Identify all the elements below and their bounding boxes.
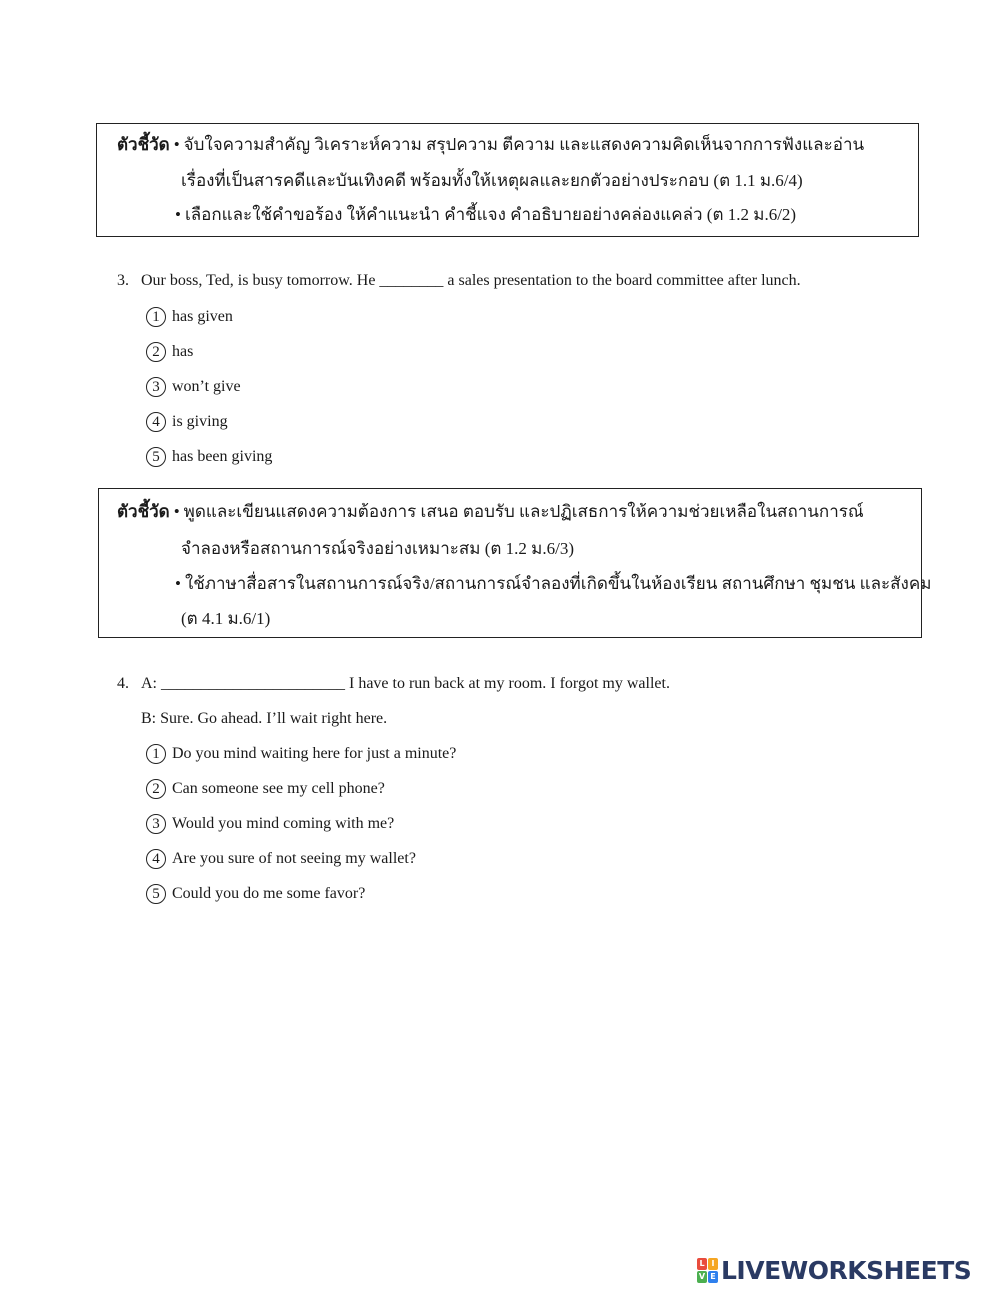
- option-number-circle: 1: [146, 307, 166, 327]
- indicator-box-2: [98, 488, 932, 638]
- question-4: [117, 676, 670, 692]
- option-text: Can someone see my cell phone?: [172, 780, 385, 797]
- option-number-circle: 3: [146, 377, 166, 397]
- indicator-label: ตัวชี้วัด: [117, 135, 170, 154]
- q3-option-4[interactable]: [146, 410, 228, 434]
- question-text: Our boss, Ted, is busy tomorrow. He ________ a sales presentation to the board committee after lunch.: [141, 272, 801, 289]
- question-3: [117, 273, 801, 289]
- indicator-line: [181, 540, 574, 557]
- indicator-text: พูดและเขียนแสดงความต้องการ เสนอ ตอบรับ และปฏิเสธการให้ความช่วยเหลือในสถานการณ์: [183, 502, 864, 521]
- indicator-line: [181, 610, 270, 627]
- logo-mark-letter: L: [697, 1258, 707, 1270]
- option-text: has given: [172, 308, 233, 325]
- indicator-text: (ต 4.1 ม.6/1): [181, 609, 271, 628]
- indicator-line: ตัวชี้วัด • พูดและเขียนแสดงความต้องการ เสนอ ตอบรับ และปฏิเสธการให้ความช่วยเหลือในสถานการณ์: [117, 502, 864, 521]
- question-number: 4.: [117, 675, 129, 692]
- logo-mark-icon: [697, 1258, 718, 1283]
- option-text: is giving: [172, 413, 228, 430]
- logo-mark-letter: V: [698, 1271, 706, 1281]
- option-text: Are you sure of not seeing my wallet?: [172, 850, 416, 867]
- q4-option-3[interactable]: [146, 812, 394, 836]
- indicator-line: • เลือกและใช้คำขอร้อง ให้คำแนะนำ คำชี้แจง คำอธิบายอย่างคล่องแคล่ว (ต 1.2 ม.6/2): [175, 205, 797, 224]
- indicator-line: [181, 172, 803, 189]
- q4-option-1[interactable]: [146, 742, 456, 766]
- option-number-circle: 5: [146, 447, 166, 467]
- liveworksheets-logo[interactable]: [697, 1256, 971, 1284]
- q3-option-1[interactable]: [146, 305, 233, 329]
- indicator-label: ตัวชี้วัด: [117, 502, 170, 521]
- option-number-circle: 4: [146, 412, 166, 432]
- option-text: Do you mind waiting here for just a minute?: [172, 745, 457, 762]
- option-text: has been giving: [172, 448, 273, 465]
- indicator-text: ใช้ภาษาสื่อสารในสถานการณ์จริง/สถานการณ์จำลองที่เกิดขึ้นในห้องเรียน สถานศึกษา ชุมชน และสังคม: [184, 574, 932, 593]
- indicator-text: เลือกและใช้คำขอร้อง ให้คำแนะนำ คำชี้แจง คำอธิบายอย่างคล่องแคล่ว (ต 1.2 ม.6/2): [184, 205, 797, 224]
- indicator-text: จำลองหรือสถานการณ์จริงอย่างเหมาะสม (ต 1.2 ม.6/3): [181, 539, 574, 558]
- q4-option-5[interactable]: [146, 882, 365, 906]
- q4-option-4[interactable]: [146, 847, 416, 871]
- q3-option-2[interactable]: [146, 340, 193, 364]
- indicator-text: จับใจความสำคัญ วิเคราะห์ความ สรุปความ ตีความ และแสดงความคิดเห็นจากการฟังและอ่าน: [183, 135, 865, 154]
- question-number: 3.: [117, 272, 129, 289]
- option-number-circle: 4: [146, 849, 166, 869]
- q4-option-2[interactable]: [146, 777, 385, 801]
- indicator-text: เรื่องที่เป็นสารคดีและบันเทิงคดี พร้อมทั้งให้เหตุผลและยกตัวอย่างประกอบ (ต 1.1 ม.6/4): [181, 171, 803, 190]
- indicator-line: • ใช้ภาษาสื่อสารในสถานการณ์จริง/สถานการณ์จำลองที่เกิดขึ้นในห้องเรียน สถานศึกษา ชุมชน และสังคม: [175, 574, 932, 593]
- indicator-box-1: [96, 123, 919, 237]
- option-number-circle: 2: [146, 779, 166, 799]
- question-4-line-b: [141, 711, 387, 727]
- q3-option-3[interactable]: [146, 375, 241, 399]
- option-number-circle: 2: [146, 342, 166, 362]
- option-text: Could you do me some favor?: [172, 885, 366, 902]
- option-text: Would you mind coming with me?: [172, 815, 395, 832]
- indicator-line: ตัวชี้วัด • จับใจความสำคัญ วิเคราะห์ความ สรุปความ ตีความ และแสดงความคิดเห็นจากการฟังและอ่าน: [117, 135, 865, 154]
- option-number-circle: 3: [146, 814, 166, 834]
- question-line-a: A: _______________________ I have to run back at my room. I forgot my wallet.: [141, 675, 670, 692]
- option-text: has: [172, 343, 194, 360]
- logo-mark-letter: E: [708, 1271, 718, 1283]
- option-number-circle: 1: [146, 744, 166, 764]
- question-line-b: B: Sure. Go ahead. I’ll wait right here.: [141, 710, 388, 727]
- logo-text: LIVEWORKSHEETS: [721, 1255, 972, 1285]
- logo-mark-letter: I: [708, 1258, 718, 1270]
- q3-option-5[interactable]: [146, 445, 272, 469]
- option-text: won’t give: [172, 378, 241, 395]
- option-number-circle: 5: [146, 884, 166, 904]
